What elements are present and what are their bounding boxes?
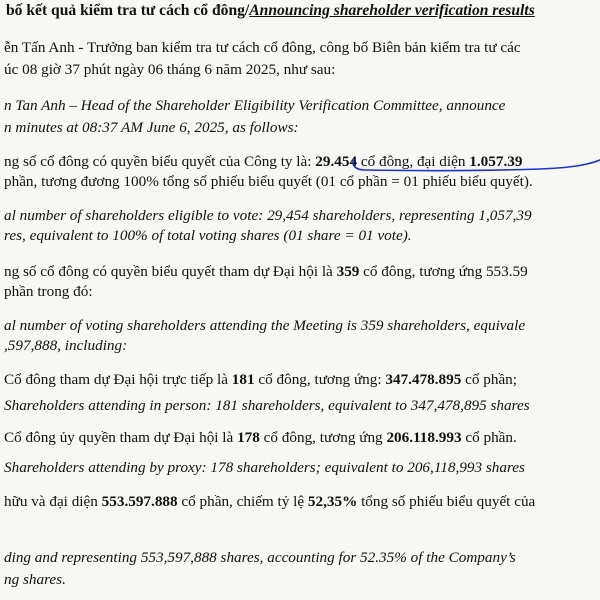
sum-vn-line xyxy=(4,492,535,512)
intro-vn-line-2: úc 08 giờ 37 phút ngày 06 tháng 6 năm 2025, như sau: xyxy=(4,61,336,78)
intro-vn-line-1: ễn Tấn Anh - Trưởng ban kiểm tra tư cách cổ đông, công bố Biên bản kiểm tra tư các xyxy=(4,39,521,56)
attendance-percentage: 52,35% xyxy=(307,493,358,510)
intro-en-line-2: n minutes at 08:37 AM June 6, 2025, as follows: xyxy=(4,119,299,136)
b2-vn-line xyxy=(4,428,517,448)
b1-vn-mid: cổ đông, tương ứng: xyxy=(254,371,386,388)
p2-en-line-1: al number of voting shareholders attending the Meeting is 359 shareholders, equivale xyxy=(4,317,526,334)
p2-vn-line-2: phần trong đó: xyxy=(4,283,93,300)
p2-vn-line-1 xyxy=(4,262,528,282)
attending-shareholder-count: 359 xyxy=(336,263,360,280)
total-represented-shares: 553.597.888 xyxy=(101,493,178,510)
b2-vn-post: cổ phần. xyxy=(461,429,517,446)
p1-vn-mid: cổ đông, đại diện xyxy=(357,153,470,170)
section-title xyxy=(6,1,535,21)
intro-en-line-1: n Tan Anh – Head of the Shareholder Eligibility Verification Committee, announce xyxy=(4,97,506,114)
b2-vn-pre: Cổ đông ủy quyền tham dự Đại hội là xyxy=(4,429,238,446)
b1-en-line: Shareholders attending in person: 181 shareholders, equivalent to 347,478,895 shares xyxy=(4,397,530,414)
b2-en-line: Shareholders attending by proxy: 178 shareholders; equivalent to 206,118,993 shares xyxy=(4,459,525,476)
p1-vn-line-1 xyxy=(4,152,522,172)
sum-en-line-2: ng shares. xyxy=(4,571,66,588)
b2-vn-mid: cổ đông, tương ứng xyxy=(259,429,387,446)
b1-vn-post: cổ phần; xyxy=(461,371,517,388)
proxy-shares: 206.118.993 xyxy=(386,429,462,446)
p1-vn-line-2: phần, tương đương 100% tổng số phiếu biểu quyết (01 cổ phần = 01 phiếu biểu quyết). xyxy=(4,173,533,190)
eligible-shareholder-count: 29.454 xyxy=(315,153,358,170)
p1-en-line-1: al number of shareholders eligible to vote: 29,454 shareholders, representing 1,057,39 xyxy=(4,207,532,224)
eligible-shares: 1.057.39 xyxy=(469,153,523,170)
p1-en-line-2: res, equivalent to 100% of total voting shares (01 share = 01 vote). xyxy=(4,227,412,244)
in-person-shares: 347.478.895 xyxy=(385,371,462,388)
sum-vn-pre: hữu và đại diện xyxy=(4,493,102,510)
p2-vn-pre: ng số cổ đông có quyền biểu quyết tham dự Đại hội là xyxy=(4,263,337,280)
proxy-count: 178 xyxy=(237,429,260,446)
p2-en-line-2: ,597,888, including: xyxy=(4,337,128,354)
in-person-count: 181 xyxy=(231,371,255,388)
b1-vn-line xyxy=(4,370,517,390)
sum-en-line-1: ding and representing 553,597,888 shares, accounting for 52.35% of the Company’s xyxy=(4,549,516,566)
title-en: Announcing shareholder verification results xyxy=(249,2,535,19)
title-vn: bố kết quả kiểm tra tư cách cổ đông/ xyxy=(6,2,250,19)
sum-vn-mid: cổ phần, chiếm tỷ lệ xyxy=(177,493,308,510)
p2-vn-post: cổ đông, tương ứng 553.59 xyxy=(359,263,528,280)
b1-vn-pre: Cổ đông tham dự Đại hội trực tiếp là xyxy=(4,371,232,388)
p1-vn-pre: ng số cổ đông có quyền biểu quyết của Công ty là: xyxy=(4,153,316,170)
sum-vn-post: tổng số phiếu biểu quyết của xyxy=(357,493,536,510)
